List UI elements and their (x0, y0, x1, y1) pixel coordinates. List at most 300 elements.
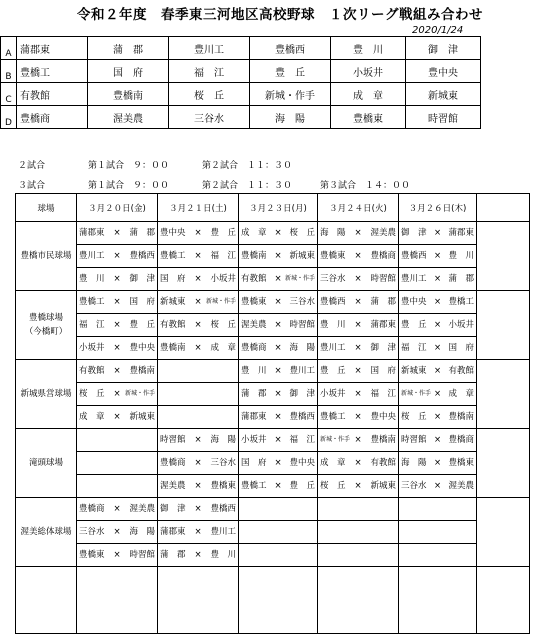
match-slot (239, 498, 317, 520)
versus-mark: × (113, 527, 121, 537)
home-team: 時習館 (160, 435, 186, 445)
home-team: 桜 丘 (320, 481, 346, 491)
venue-name: 新城県営球場 (20, 389, 72, 399)
away-team: 小坂井 (210, 274, 236, 284)
day-cell (158, 291, 239, 360)
away-team: 豊川工 (210, 527, 236, 537)
team-cell: 豊橋工 (17, 60, 88, 83)
home-team: 小坂井 (320, 389, 346, 399)
versus-mark: × (274, 274, 282, 284)
day-cell (77, 360, 158, 429)
team-cell: 豊橋東 (331, 106, 406, 129)
versus-mark: × (354, 435, 362, 445)
versus-mark: × (274, 251, 282, 261)
date-header: ３月２０日(金) (77, 194, 158, 222)
home-team: 有教館 (79, 366, 105, 376)
header-row (16, 194, 530, 222)
versus-mark: × (194, 228, 202, 238)
home-team: 豊橋工 (160, 251, 186, 261)
versus-mark: × (433, 251, 442, 261)
match-slot (158, 474, 238, 497)
versus-mark: × (194, 297, 202, 307)
versus-mark: × (354, 412, 362, 422)
home-team: 新城・作手 (401, 390, 432, 397)
versus-mark: × (354, 481, 362, 491)
versus-mark: × (274, 412, 282, 422)
versus-mark: × (194, 481, 202, 491)
venue-row (16, 498, 530, 567)
team-cell: 豊中央 (406, 60, 481, 83)
home-team: 豊橋東 (79, 550, 105, 560)
match-slot (399, 244, 476, 267)
match-slot (77, 313, 157, 336)
match-slot (158, 543, 238, 566)
home-team: 桜 丘 (79, 389, 105, 399)
home-team: 渥美農 (160, 481, 186, 491)
away-team: 豊川工 (289, 366, 315, 376)
versus-mark: × (433, 366, 442, 376)
away-team: 豊橋東 (448, 458, 474, 468)
away-team: 成 章 (210, 343, 236, 353)
versus-mark: × (113, 320, 121, 330)
home-team: 豊橋西 (401, 251, 427, 261)
match-slot (239, 382, 317, 405)
match-slot (399, 498, 476, 520)
match-slot (158, 291, 238, 313)
match-slot (158, 405, 238, 428)
team-cell: 豊 川 (331, 37, 406, 60)
match-slot (239, 360, 317, 382)
away-team: 新城・作手 (205, 298, 236, 305)
home-team: 豊川工 (79, 251, 105, 261)
venue-cell (16, 291, 77, 360)
versus-mark: × (354, 228, 362, 238)
team-cell: 福 江 (169, 60, 250, 83)
away-team: 豊 川 (448, 251, 474, 261)
team-cell: 小坂井 (331, 60, 406, 83)
team-cell: 桜 丘 (169, 83, 250, 106)
game-time: 第２試合 １１：３０ (202, 161, 293, 171)
versus-mark: × (433, 412, 442, 422)
match-slot (399, 222, 476, 244)
versus-mark: × (274, 228, 282, 238)
day-cell (158, 429, 239, 498)
blank-cell (318, 567, 399, 634)
versus-mark: × (274, 366, 282, 376)
home-team: 蒲 郡 (241, 389, 267, 399)
versus-mark: × (274, 481, 282, 491)
away-team: 豊橋西 (129, 251, 155, 261)
team-cell: 成 章 (331, 83, 406, 106)
match-slot (318, 498, 398, 520)
versus-mark: × (194, 274, 202, 284)
away-team: 福 江 (370, 389, 396, 399)
match-slot (318, 451, 398, 474)
extra-cell (477, 360, 530, 429)
match-slot (77, 474, 157, 497)
away-team: 豊橋西 (289, 412, 315, 422)
venue-name: 豊橋球場 (28, 313, 63, 323)
home-team: 福 江 (401, 343, 427, 353)
home-team: 御 津 (160, 504, 186, 514)
match-slot (158, 313, 238, 336)
versus-mark: × (113, 504, 121, 514)
match-slot (239, 244, 317, 267)
blank-cell (239, 567, 318, 634)
away-team: 蒲 郡 (448, 274, 474, 284)
match-slot (318, 267, 398, 290)
venue-cell (16, 429, 77, 498)
schedule-label: ３試合 (18, 181, 46, 191)
versus-mark: × (194, 527, 202, 537)
away-team: 成 章 (448, 389, 474, 399)
day-cell (318, 498, 399, 567)
team-cell: 豊橋西 (250, 37, 331, 60)
away-team: 豊中央 (289, 458, 315, 468)
match-slot (318, 222, 398, 244)
home-team: 蒲郡東 (79, 228, 105, 238)
match-slot (77, 244, 157, 267)
venue-name: 豊橋市民球場 (20, 251, 72, 261)
away-team: 福 江 (289, 435, 315, 445)
match-slot (399, 360, 476, 382)
group-letter-cell (1, 37, 17, 60)
versus-mark: × (194, 435, 202, 445)
home-team: 豊 川 (320, 320, 346, 330)
versus-mark: × (194, 320, 202, 330)
away-team: 新城東 (129, 412, 155, 422)
home-team: 三谷水 (401, 481, 427, 491)
day-cell (399, 222, 477, 291)
group-table (0, 36, 481, 129)
match-slot (318, 336, 398, 359)
game-time: 第２試合 １１：３０ (202, 181, 293, 191)
match-slot (77, 382, 157, 405)
away-team: 渥美農 (129, 504, 155, 514)
match-slot (399, 474, 476, 497)
away-team: 豊橋南 (370, 435, 396, 445)
match-slot (399, 336, 476, 359)
day-cell (318, 360, 399, 429)
match-slot (158, 382, 238, 405)
home-team: 国 府 (241, 458, 267, 468)
home-team: 豊川工 (320, 343, 346, 353)
away-team: 蒲郡東 (448, 228, 474, 238)
home-team: 国 府 (160, 274, 186, 284)
away-team: 御 津 (289, 389, 315, 399)
day-cell (318, 222, 399, 291)
away-team: 豊中央 (370, 412, 396, 422)
match-slot (318, 244, 398, 267)
versus-mark: × (354, 274, 362, 284)
date-header: ３月２１日(土) (158, 194, 239, 222)
away-team: 御 津 (370, 343, 396, 353)
away-team: 豊 川 (210, 550, 236, 560)
game-time: 第１試合 ９：００ (88, 181, 170, 191)
versus-mark: × (433, 481, 442, 491)
game-time: 第１試合 ９：００ (88, 161, 170, 171)
extra-header (477, 194, 530, 222)
versus-mark: × (113, 366, 121, 376)
date-header: ３月２６日(木) (399, 194, 477, 222)
match-slot (399, 382, 476, 405)
home-team: 豊橋工 (79, 297, 105, 307)
group-letter: C (5, 95, 12, 105)
versus-mark: × (274, 389, 282, 399)
home-team: 有教館 (241, 274, 267, 284)
away-team: 海 陽 (210, 435, 236, 445)
extra-cell (477, 291, 530, 360)
versus-mark: × (113, 297, 121, 307)
home-team: 成 章 (320, 458, 346, 468)
match-slot (399, 451, 476, 474)
home-team: 豊橋西 (320, 297, 346, 307)
venue-row (16, 291, 530, 360)
match-slot (77, 336, 157, 359)
team-cell: 豊川工 (169, 37, 250, 60)
versus-mark: × (194, 251, 202, 261)
versus-mark: × (433, 297, 442, 307)
away-team: 渥美農 (370, 228, 396, 238)
date-header: ３月２４日(火) (318, 194, 399, 222)
match-slot (399, 520, 476, 543)
away-team: 時習館 (370, 274, 396, 284)
day-cell (399, 291, 477, 360)
away-team: 時習館 (289, 320, 315, 330)
blank-cell (77, 567, 158, 634)
day-cell (158, 360, 239, 429)
versus-mark: × (433, 458, 442, 468)
home-team: 豊川工 (401, 274, 427, 284)
group-letter-cell (1, 60, 17, 83)
away-team: 御 津 (129, 274, 155, 284)
match-slot (399, 267, 476, 290)
away-team: 桜 丘 (210, 320, 236, 330)
match-slot (158, 222, 238, 244)
home-team: 蒲郡東 (160, 527, 186, 537)
away-team: 時習館 (129, 550, 155, 560)
match-slot (318, 313, 398, 336)
home-team: 有教館 (160, 320, 186, 330)
day-cell (77, 429, 158, 498)
day-cell (158, 222, 239, 291)
versus-mark: × (354, 343, 362, 353)
away-team: 蒲郡東 (370, 320, 396, 330)
date-header: ３月２３日(月) (239, 194, 318, 222)
away-team: 豊橋工 (448, 297, 474, 307)
document-date: 2020/1/24 (412, 25, 464, 36)
home-team: 新城東 (401, 366, 427, 376)
match-slot (318, 360, 398, 382)
versus-mark: × (113, 389, 121, 399)
match-slot (158, 267, 238, 290)
match-slot (399, 405, 476, 428)
game-time: 第３試合 １４：００ (320, 181, 411, 191)
team-cell: 御 津 (406, 37, 481, 60)
team-cell: 国 府 (88, 60, 169, 83)
away-team: 豊橋西 (210, 504, 236, 514)
match-slot (239, 429, 317, 451)
home-team: 成 章 (79, 412, 105, 422)
venue-cell (16, 222, 77, 291)
match-slot (318, 520, 398, 543)
versus-mark: × (274, 458, 282, 468)
match-schedule-table (15, 193, 530, 634)
team-cell: 蒲 郡 (88, 37, 169, 60)
home-team: 豊橋商 (241, 343, 267, 353)
match-slot (77, 429, 157, 451)
away-team: 海 陽 (129, 527, 155, 537)
away-team: 桜 丘 (289, 228, 315, 238)
versus-mark: × (433, 320, 442, 330)
page-title: 令和２年度 春季東三河地区高校野球 １次リーグ戦組み合わせ (77, 7, 483, 23)
versus-mark: × (113, 343, 121, 353)
away-team: 新城東 (289, 251, 315, 261)
blank-cell (16, 567, 77, 634)
day-cell (77, 291, 158, 360)
versus-mark: × (113, 251, 121, 261)
day-cell (318, 429, 399, 498)
team-cell: 時習館 (406, 106, 481, 129)
venue-row (16, 429, 530, 498)
home-team: 豊 丘 (320, 366, 346, 376)
versus-mark: × (354, 297, 362, 307)
match-slot (318, 543, 398, 566)
home-team: 豊 川 (79, 274, 105, 284)
group-row (1, 37, 481, 60)
away-team: 渥美農 (448, 481, 474, 491)
home-team: 御 津 (401, 228, 427, 238)
versus-mark: × (113, 550, 121, 560)
home-team: 新城東 (160, 297, 186, 307)
home-team: 豊橋工 (241, 481, 267, 491)
match-slot (158, 451, 238, 474)
versus-mark: × (433, 435, 442, 445)
blank-cell (477, 567, 530, 634)
home-team: 豊橋南 (160, 343, 186, 353)
team-cell: 豊 丘 (250, 60, 331, 83)
team-cell: 豊橋南 (88, 83, 169, 106)
day-cell (399, 498, 477, 567)
group-letter-cell (1, 83, 17, 106)
extra-cell (477, 222, 530, 291)
match-slot (77, 543, 157, 566)
match-slot (399, 543, 476, 566)
away-team: 蒲 郡 (370, 297, 396, 307)
match-slot (158, 336, 238, 359)
away-team: 豊 丘 (129, 320, 155, 330)
away-team: 有教館 (448, 366, 474, 376)
blank-cell (399, 567, 477, 634)
extra-cell (477, 498, 530, 567)
home-team: 成 章 (241, 228, 267, 238)
home-team: 時習館 (401, 435, 427, 445)
match-slot (77, 267, 157, 290)
day-cell (77, 498, 158, 567)
home-team: 海 陽 (320, 228, 346, 238)
away-team: 国 府 (129, 297, 155, 307)
match-slot (158, 520, 238, 543)
home-team: 豊 丘 (401, 320, 427, 330)
versus-mark: × (194, 550, 202, 560)
match-slot (77, 405, 157, 428)
day-cell (239, 498, 318, 567)
match-slot (158, 498, 238, 520)
match-slot (158, 360, 238, 382)
match-slot (318, 382, 398, 405)
away-team: 新城・作手 (124, 390, 155, 397)
day-cell (77, 222, 158, 291)
away-team: 新城東 (370, 481, 396, 491)
away-team: 豊中央 (129, 343, 155, 353)
day-cell (318, 291, 399, 360)
day-cell (158, 498, 239, 567)
match-slot (77, 360, 157, 382)
day-cell (399, 429, 477, 498)
venue-row (16, 360, 530, 429)
versus-mark: × (433, 389, 442, 399)
home-team: 渥美農 (241, 320, 267, 330)
group-letter: B (5, 72, 12, 82)
versus-mark: × (354, 320, 362, 330)
venue-name: 渥美総体球場 (20, 527, 72, 537)
home-team: 豊橋南 (241, 251, 267, 261)
group-row (1, 83, 481, 106)
match-slot (239, 451, 317, 474)
home-team: 新城・作手 (320, 436, 351, 443)
match-slot (399, 313, 476, 336)
home-team: 豊中央 (401, 297, 427, 307)
home-team: 三谷水 (79, 527, 105, 537)
versus-mark: × (433, 274, 442, 284)
home-team: 桜 丘 (401, 412, 427, 422)
match-slot (239, 313, 317, 336)
match-slot (158, 244, 238, 267)
team-cell: 海 陽 (250, 106, 331, 129)
blank-row (16, 567, 530, 634)
day-cell (239, 291, 318, 360)
versus-mark: × (354, 458, 362, 468)
home-team: 蒲 郡 (160, 550, 186, 560)
match-slot (239, 474, 317, 497)
versus-mark: × (354, 251, 362, 261)
away-team: 国 府 (448, 343, 474, 353)
match-slot (77, 291, 157, 313)
match-slot (399, 291, 476, 313)
versus-mark: × (194, 343, 202, 353)
match-slot (239, 291, 317, 313)
group-letter: A (5, 49, 12, 59)
day-cell (399, 360, 477, 429)
group-row (1, 106, 481, 129)
home-team: 福 江 (79, 320, 105, 330)
versus-mark: × (194, 458, 202, 468)
away-team: 豊 丘 (289, 481, 315, 491)
match-slot (77, 520, 157, 543)
versus-mark: × (274, 343, 282, 353)
match-slot (77, 498, 157, 520)
versus-mark: × (113, 412, 121, 422)
day-cell (239, 222, 318, 291)
match-slot (239, 543, 317, 566)
versus-mark: × (194, 504, 202, 514)
match-slot (239, 222, 317, 244)
away-team: 福 江 (210, 251, 236, 261)
team-cell: 有教館 (17, 83, 88, 106)
team-cell: 新城・作手 (250, 83, 331, 106)
versus-mark: × (113, 274, 121, 284)
venue-subname: （今橋町） (24, 327, 68, 337)
